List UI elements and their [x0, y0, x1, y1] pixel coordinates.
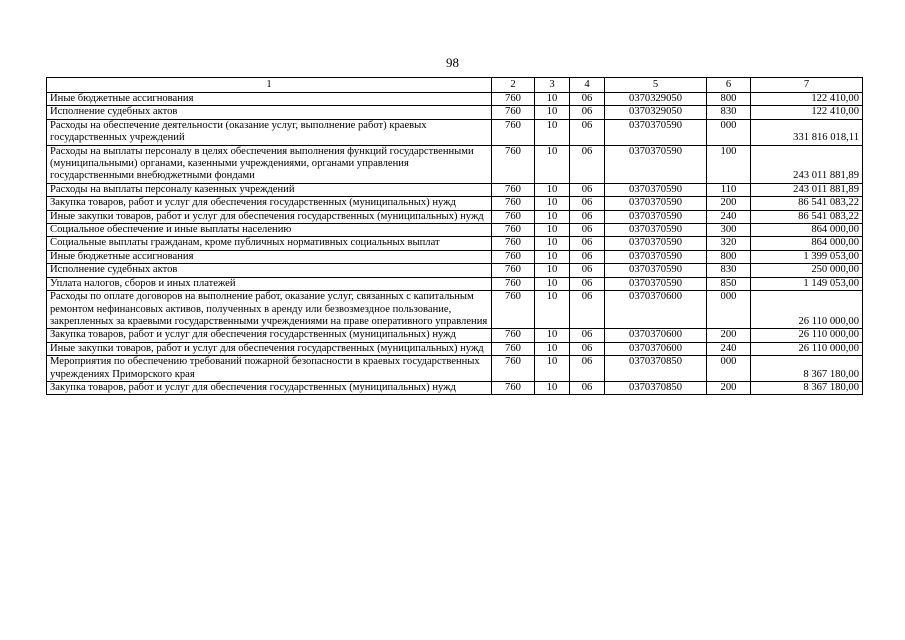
table-row [47, 210, 863, 223]
section-code: 10 [535, 119, 570, 145]
subsection-code: 06 [570, 210, 605, 223]
section-code: 10 [535, 183, 570, 196]
ministry-code: 760 [492, 93, 535, 106]
column-header: 2 [492, 78, 535, 93]
ministry-code: 760 [492, 145, 535, 183]
expense-type-code: 850 [707, 277, 751, 290]
row-name: Социальное обеспечение и иные выплаты населению [47, 224, 492, 237]
table-row [47, 224, 863, 237]
amount: 250 000,00 [751, 264, 863, 277]
section-code: 10 [535, 381, 570, 394]
row-name: Расходы на выплаты персоналу казенных учреждений [47, 183, 492, 196]
amount: 1 149 053,00 [751, 277, 863, 290]
row-name: Расходы на обеспечение деятельности (оказание услуг, выполнение работ) краевых государственных учреждений [47, 119, 492, 145]
amount: 122 410,00 [751, 106, 863, 119]
section-code: 10 [535, 356, 570, 382]
section-code: 10 [535, 237, 570, 250]
target-article-code: 0370370590 [605, 224, 707, 237]
ministry-code: 760 [492, 210, 535, 223]
expense-type-code: 320 [707, 237, 751, 250]
row-name: Исполнение судебных актов [47, 264, 492, 277]
target-article-code: 0370370590 [605, 277, 707, 290]
amount: 243 011 881,89 [751, 145, 863, 183]
ministry-code: 760 [492, 237, 535, 250]
subsection-code: 06 [570, 250, 605, 263]
table-row [47, 264, 863, 277]
table-row [47, 237, 863, 250]
column-header: 3 [535, 78, 570, 93]
section-code: 10 [535, 93, 570, 106]
target-article-code: 0370329050 [605, 93, 707, 106]
amount: 26 110 000,00 [751, 329, 863, 342]
row-name: Закупка товаров, работ и услуг для обеспечения государственных (муниципальных) нужд [47, 329, 492, 342]
target-article-code: 0370370850 [605, 381, 707, 394]
subsection-code: 06 [570, 356, 605, 382]
section-code: 10 [535, 145, 570, 183]
amount: 8 367 180,00 [751, 356, 863, 382]
target-article-code: 0370370590 [605, 119, 707, 145]
target-article-code: 0370370600 [605, 329, 707, 342]
target-article-code: 0370370590 [605, 183, 707, 196]
target-article-code: 0370370590 [605, 250, 707, 263]
table-header-row [47, 78, 863, 93]
table-row [47, 106, 863, 119]
table-row [47, 381, 863, 394]
amount: 86 541 083,22 [751, 197, 863, 210]
ministry-code: 760 [492, 291, 535, 329]
column-header: 6 [707, 78, 751, 93]
table-row [47, 291, 863, 329]
ministry-code: 760 [492, 342, 535, 355]
column-header: 4 [570, 78, 605, 93]
page-number: 98 [446, 55, 459, 70]
amount: 122 410,00 [751, 93, 863, 106]
section-code: 10 [535, 291, 570, 329]
expense-type-code: 000 [707, 356, 751, 382]
subsection-code: 06 [570, 119, 605, 145]
budget-table [46, 77, 863, 395]
target-article-code: 0370370590 [605, 264, 707, 277]
target-article-code: 0370329050 [605, 106, 707, 119]
table-row [47, 183, 863, 196]
ministry-code: 760 [492, 119, 535, 145]
expense-type-code: 830 [707, 106, 751, 119]
amount: 26 110 000,00 [751, 291, 863, 329]
table-row [47, 197, 863, 210]
ministry-code: 760 [492, 106, 535, 119]
section-code: 10 [535, 277, 570, 290]
ministry-code: 760 [492, 356, 535, 382]
table-row [47, 250, 863, 263]
expense-type-code: 800 [707, 93, 751, 106]
section-code: 10 [535, 250, 570, 263]
table-row [47, 342, 863, 355]
section-code: 10 [535, 224, 570, 237]
amount: 1 399 053,00 [751, 250, 863, 263]
subsection-code: 06 [570, 277, 605, 290]
amount: 864 000,00 [751, 224, 863, 237]
amount: 26 110 000,00 [751, 342, 863, 355]
amount: 331 816 018,11 [751, 119, 863, 145]
row-name: Мероприятия по обеспечению требований пожарной безопасности в краевых государственных учреждениях Приморского края [47, 356, 492, 382]
expense-type-code: 000 [707, 291, 751, 329]
row-name: Иные бюджетные ассигнования [47, 250, 492, 263]
section-code: 10 [535, 197, 570, 210]
column-header: 5 [605, 78, 707, 93]
table-row [47, 356, 863, 382]
ministry-code: 760 [492, 264, 535, 277]
row-name: Закупка товаров, работ и услуг для обеспечения государственных (муниципальных) нужд [47, 197, 492, 210]
ministry-code: 760 [492, 329, 535, 342]
ministry-code: 760 [492, 381, 535, 394]
subsection-code: 06 [570, 106, 605, 119]
ministry-code: 760 [492, 224, 535, 237]
subsection-code: 06 [570, 197, 605, 210]
section-code: 10 [535, 106, 570, 119]
target-article-code: 0370370600 [605, 291, 707, 329]
ministry-code: 760 [492, 197, 535, 210]
expense-type-code: 200 [707, 381, 751, 394]
subsection-code: 06 [570, 183, 605, 196]
row-name: Уплата налогов, сборов и иных платежей [47, 277, 492, 290]
row-name: Исполнение судебных актов [47, 106, 492, 119]
table-row [47, 329, 863, 342]
ministry-code: 760 [492, 183, 535, 196]
subsection-code: 06 [570, 145, 605, 183]
target-article-code: 0370370590 [605, 210, 707, 223]
section-code: 10 [535, 210, 570, 223]
section-code: 10 [535, 342, 570, 355]
target-article-code: 0370370850 [605, 356, 707, 382]
subsection-code: 06 [570, 381, 605, 394]
expense-type-code: 800 [707, 250, 751, 263]
table-row [47, 145, 863, 183]
subsection-code: 06 [570, 342, 605, 355]
ministry-code: 760 [492, 250, 535, 263]
expense-type-code: 830 [707, 264, 751, 277]
subsection-code: 06 [570, 237, 605, 250]
subsection-code: 06 [570, 291, 605, 329]
row-name: Расходы на выплаты персоналу в целях обеспечения выполнения функций государственными (муниципальными) органами, казенными учреждениями, органами управления государственными внебюджетными фондами [47, 145, 492, 183]
expense-type-code: 200 [707, 329, 751, 342]
section-code: 10 [535, 329, 570, 342]
subsection-code: 06 [570, 93, 605, 106]
target-article-code: 0370370590 [605, 197, 707, 210]
expense-type-code: 240 [707, 210, 751, 223]
row-name: Расходы по оплате договоров на выполнение работ, оказание услуг, связанных с капитальным ремонтом нефинансовых активов, полученных в аренду или безвозмездное пользование, закрепленных за краевыми государственными учреждениями на праве оперативного управления [47, 291, 492, 329]
amount: 243 011 881,89 [751, 183, 863, 196]
row-name: Иные закупки товаров, работ и услуг для обеспечения государственных (муниципальных) нужд [47, 210, 492, 223]
subsection-code: 06 [570, 329, 605, 342]
expense-type-code: 300 [707, 224, 751, 237]
expense-type-code: 100 [707, 145, 751, 183]
expense-type-code: 000 [707, 119, 751, 145]
column-header: 7 [751, 78, 863, 93]
row-name: Социальные выплаты гражданам, кроме публичных нормативных социальных выплат [47, 237, 492, 250]
amount: 8 367 180,00 [751, 381, 863, 394]
subsection-code: 06 [570, 264, 605, 277]
expense-type-code: 200 [707, 197, 751, 210]
target-article-code: 0370370600 [605, 342, 707, 355]
table-row [47, 93, 863, 106]
column-header: 1 [47, 78, 492, 93]
section-code: 10 [535, 264, 570, 277]
subsection-code: 06 [570, 224, 605, 237]
row-name: Иные бюджетные ассигнования [47, 93, 492, 106]
row-name: Закупка товаров, работ и услуг для обеспечения государственных (муниципальных) нужд [47, 381, 492, 394]
amount: 86 541 083,22 [751, 210, 863, 223]
row-name: Иные закупки товаров, работ и услуг для обеспечения государственных (муниципальных) нужд [47, 342, 492, 355]
target-article-code: 0370370590 [605, 145, 707, 183]
ministry-code: 760 [492, 277, 535, 290]
table-row [47, 277, 863, 290]
table-row [47, 119, 863, 145]
target-article-code: 0370370590 [605, 237, 707, 250]
expense-type-code: 110 [707, 183, 751, 196]
amount: 864 000,00 [751, 237, 863, 250]
expense-type-code: 240 [707, 342, 751, 355]
